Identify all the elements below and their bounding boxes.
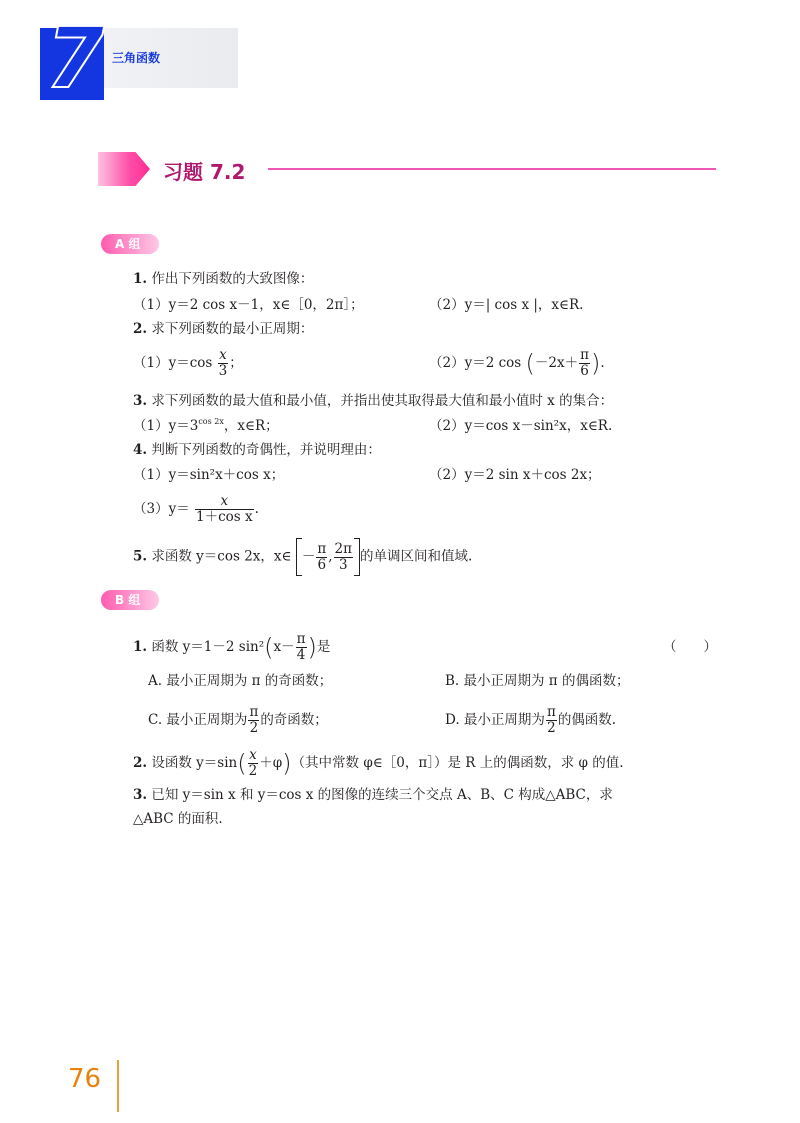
b-q1-option-c-post: 的奇函数； xyxy=(260,712,328,728)
a-q2-number: 2. xyxy=(133,321,148,337)
a-q4-part3 xyxy=(133,494,259,525)
section-divider xyxy=(268,168,716,170)
b-q2-frac-num: x xyxy=(249,747,257,763)
group-b-badge: B 组 xyxy=(101,590,159,610)
a-q3-number: 3. xyxy=(133,393,148,409)
a-q2-2-num: π xyxy=(580,347,589,363)
a-q4-3-pre: （3）y＝ xyxy=(133,501,190,517)
a-q4-3-post: . xyxy=(254,501,259,517)
b-q2-post: （其中常数 φ∈［0，π］）是 R 上的偶函数，求 φ 的值. xyxy=(291,755,624,771)
a-q4-3-den: 1＋cos x xyxy=(196,509,253,525)
b-q1-frac-den: 4 xyxy=(296,647,306,663)
a-q1-part2: （2）y＝| cos x |，x∈R. xyxy=(429,297,584,313)
a-q4-number: 4. xyxy=(133,442,148,458)
right-paren: ) xyxy=(590,349,601,378)
a-q4-part1: （1）y＝sin²x＋cos x； xyxy=(133,467,285,483)
option-c-den: 2 xyxy=(249,720,259,736)
b-q1-option-c-fraction xyxy=(248,705,259,736)
a-q3-1-pre: （1）y＝3 xyxy=(133,418,199,434)
a-q2-2-mid: －2x＋ xyxy=(534,355,579,371)
a-q1 xyxy=(133,270,313,288)
chapter-title: 三角函数 xyxy=(112,51,161,65)
a-q3-part1 xyxy=(133,417,279,435)
b-q2-number: 2. xyxy=(133,755,148,771)
a-q5: 5. 求函数 y＝cos 2x，x∈ － $\frac{\pi}{6}$ , $\frac{2\pi}{3}$ 的单调区间和值域. xyxy=(133,538,472,576)
chapter-number: 7 xyxy=(46,9,105,107)
a-q1-number: 1. xyxy=(133,271,148,287)
section-title: 习题 7.2 xyxy=(163,160,246,184)
b-q3-line1 xyxy=(133,786,613,804)
group-a-badge: A 组 xyxy=(101,234,159,254)
section-arrow-icon xyxy=(98,152,150,186)
option-c-num: π xyxy=(249,704,259,720)
b-q1-option-c xyxy=(148,705,328,736)
a-q2-1-pre: （1）y＝cos xyxy=(133,355,213,371)
b-q1-option-d-fraction xyxy=(546,705,557,736)
a-q4-part2: （2）y＝2 sin x＋cos 2x； xyxy=(429,467,601,483)
b-q1-option-a: A. 最小正周期为 π 的奇函数； xyxy=(148,673,333,689)
b-q3-number: 3. xyxy=(133,787,148,803)
a-q5-num1: π xyxy=(317,540,327,557)
a-q2-1-num: x xyxy=(219,347,227,363)
right-paren: ) xyxy=(282,749,292,778)
b-q1-fraction xyxy=(296,632,307,663)
a-q2-part2 xyxy=(429,348,605,379)
b-q1-post: 是 xyxy=(316,639,331,655)
page-number-divider xyxy=(117,1060,119,1112)
a-q2-part1 xyxy=(133,348,243,379)
b-q1-option-b: B. 最小正周期为 π 的偶函数； xyxy=(445,673,630,689)
page-number: 76 xyxy=(68,1064,102,1094)
a-q2-text: 求下列函数的最小正周期： xyxy=(151,321,314,337)
b-q1-option-d-pre: D. 最小正周期为 xyxy=(445,712,545,728)
a-q3-1-exponent: cos 2x xyxy=(198,417,224,426)
left-paren: ( xyxy=(525,349,535,378)
b-q1 xyxy=(133,632,330,663)
a-q1-part1: （1）y＝2 cos x－1，x∈［0，2π］； xyxy=(133,297,364,313)
a-q5-pre: 求函数 y＝cos 2x，x∈ xyxy=(151,548,292,565)
b-q1-number: 1. xyxy=(133,639,148,655)
b-q2-mid: ＋φ xyxy=(259,755,283,771)
right-paren: ) xyxy=(307,633,317,662)
b-q2-fraction xyxy=(248,748,259,779)
a-q5-den1: 6 xyxy=(317,556,327,573)
a-q5-num2: 2π xyxy=(334,540,352,557)
a-q4-3-num: x xyxy=(195,494,254,510)
a-q5-number: 5. xyxy=(133,548,148,565)
left-paren: ( xyxy=(237,749,247,778)
a-q5-fraction2 xyxy=(334,542,353,573)
a-q2-2-post: . xyxy=(600,355,605,371)
left-paren: ( xyxy=(264,633,274,662)
b-q2 xyxy=(133,748,624,779)
a-q5-den2: 3 xyxy=(338,556,348,573)
option-d-num: π xyxy=(546,704,556,720)
b-q3-line2: △ABC 的面积. xyxy=(133,811,223,827)
b-q1-option-d-post: 的偶函数. xyxy=(557,712,617,728)
a-q5-fraction1 xyxy=(316,542,327,573)
a-q2-2-pre: （2）y＝2 cos xyxy=(429,355,522,371)
a-q2-1-post: ； xyxy=(229,355,243,371)
a-q2-2-fraction xyxy=(579,348,590,379)
a-q3-part2: （2）y＝cos x－sin²x，x∈R. xyxy=(429,418,613,434)
b-q2-frac-den: 2 xyxy=(248,763,258,779)
option-d-den: 2 xyxy=(547,720,556,736)
b-q1-option-c-pre: C. 最小正周期为 xyxy=(148,712,248,728)
a-q1-text: 作出下列函数的大致图像： xyxy=(151,271,314,287)
b-q2-pre: 设函数 y＝sin xyxy=(151,755,238,771)
b-q1-mid: x－ xyxy=(273,639,295,655)
a-q2-1-fraction xyxy=(218,348,229,379)
a-q4-3-fraction xyxy=(195,494,254,525)
a-q2-1-den: 3 xyxy=(218,363,228,379)
b-q3-text1: 已知 y＝sin x 和 y＝cos x 的图像的连续三个交点 A、B、C 构成△ABC，求 xyxy=(151,787,613,803)
b-q1-option-d xyxy=(445,705,616,736)
a-q3-1-post: ，x∈R； xyxy=(223,418,279,434)
a-q4-text: 判断下列函数的奇偶性，并说明理由： xyxy=(151,442,381,458)
a-q3 xyxy=(133,392,613,410)
a-q2 xyxy=(133,320,313,338)
b-q1-frac-num: π xyxy=(296,631,306,647)
a-q2-2-den: 6 xyxy=(580,363,589,379)
a-q3-text: 求下列函数的最大值和最小值，并指出使其取得最大值和最小值时 x 的集合： xyxy=(151,393,614,409)
b-q1-pre: 函数 y＝1－2 sin² xyxy=(151,639,265,655)
a-q4 xyxy=(133,441,381,459)
a-q5-post: 的单调区间和值域. xyxy=(359,548,473,565)
b-q1-answer-blank: （ ） xyxy=(663,639,717,655)
